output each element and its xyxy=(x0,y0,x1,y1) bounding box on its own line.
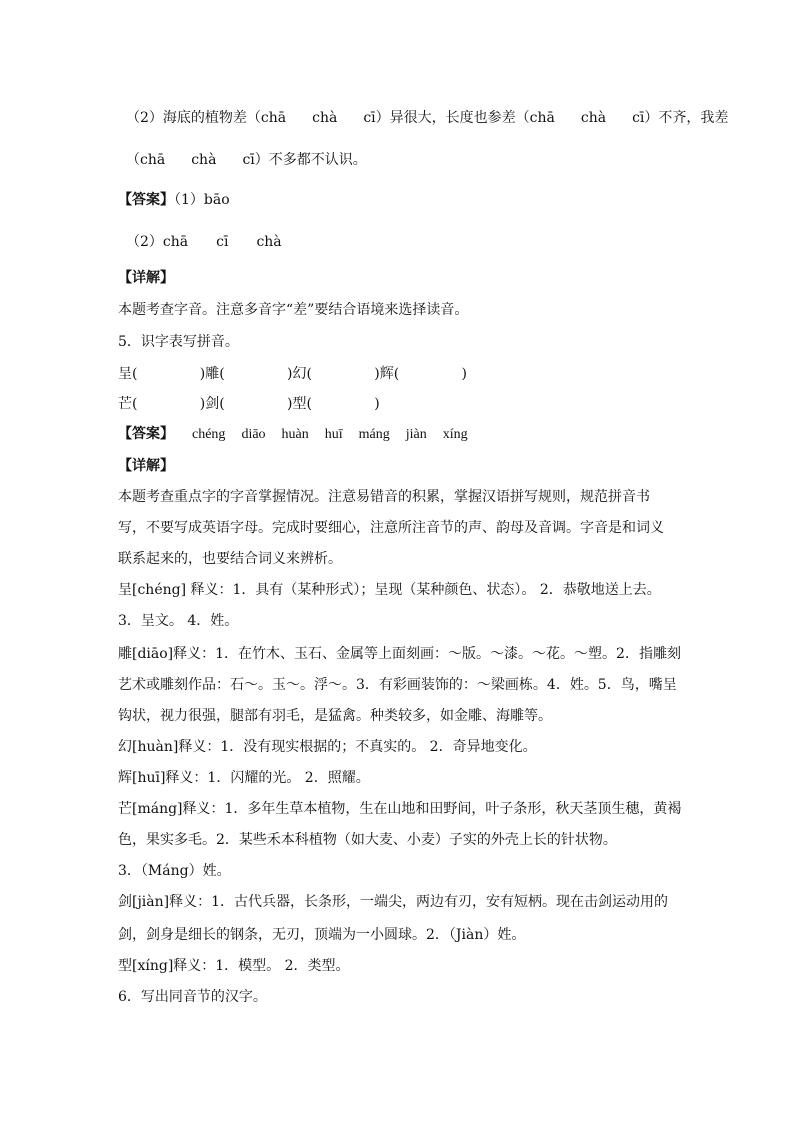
answer5-line: 【答案】 chéng diāo huàn huī máng jiàn xíng xyxy=(118,426,468,442)
detail5-line: 雕[diāo]释义：1．在竹木、玉石、金属等上面刻画：～版。～漆。～花。～塑。2．指雕刻 xyxy=(118,646,681,662)
detail5-line: 芒[máng]释义：1．多年生草本植物，生在山地和田野间，叶子条形，秋天茎顶生穗，黄褐 xyxy=(118,801,682,817)
detail5-line: 本题考查重点字的字音掌握情况。注意易错音的积累，掌握汉语拼写规则，规范拼音书 xyxy=(118,489,650,505)
detail4-text: 本题考查字音。注意多音字“差”要结合语境来选择读音。 xyxy=(118,302,469,318)
detail5-line: 联系起来的，也要结合词义来辨析。 xyxy=(118,551,342,567)
detail5-label: 【详解】 xyxy=(118,458,174,474)
q4-part2-line1: （2）海底的植物差（chā chà cī）异很大，长度也参差（chā chà cī）不齐，我差 xyxy=(126,110,729,126)
q5-row1: 呈( )雕( )幻( )辉( ) xyxy=(118,366,467,382)
detail5-line: 辉[huī]释义：1．闪耀的光。 2．照耀。 xyxy=(118,770,370,786)
detail4-label: 【详解】 xyxy=(118,270,174,286)
q5-row2: 芒( )剑( )型( ) xyxy=(118,396,380,412)
q4-part2-line2: （chā chà cī）不多都不认识。 xyxy=(126,152,367,168)
detail5-line: 3．（Máng）姓。 xyxy=(118,863,231,879)
detail5-line: 色，果实多毛。2．某些禾本科植物（如大麦、小麦）子实的外壳上长的针状物。 xyxy=(118,832,617,848)
detail5-line: 3．呈文。 4．姓。 xyxy=(118,613,239,629)
detail5-line: 型[xíng]释义：1．模型。 2．类型。 xyxy=(118,958,350,974)
q6-title: 6．写出同音节的汉字。 xyxy=(118,989,267,1005)
detail5-line: 幻[huàn]释义：1．没有现实根据的；不真实的。 2．奇异地变化。 xyxy=(118,739,537,755)
detail5-line: 剑，剑身是细长的钢条，无刃，顶端为一小圆球。2．（Jiàn）姓。 xyxy=(118,927,526,943)
answer-label: 【答案】 xyxy=(118,192,174,208)
q5-title: 5．识字表写拼音。 xyxy=(118,334,239,350)
detail5-line: 艺术或雕刻作品：石～。玉～。浮～。3．有彩画装饰的：～梁画栋。4．姓。5．鸟，嘴呈 xyxy=(118,677,677,693)
detail5-line: 呈[chéng] 释义：1．具有（某种形式）；呈现（某种颜色、状态）。 2．恭敬地送上去。 xyxy=(118,582,661,598)
detail5-line: 剑[jiàn]释义：1．古代兵器，长条形，一端尖，两边有刃，安有短柄。现在击剑运动用的 xyxy=(118,894,669,910)
answer4-line2: （2）chā cī chà xyxy=(126,234,282,250)
answer4-line1: 【答案】（1）bāo xyxy=(118,192,230,208)
answer-label: 【答案】 xyxy=(118,426,174,442)
detail5-line: 写，不要写成英语字母。完成时要细心，注意所注音节的声、韵母及音调。字音是和词义 xyxy=(118,520,664,536)
detail5-line: 钩状，视力很强，腿部有羽毛，是猛禽。种类较多，如金雕、海雕等。 xyxy=(118,708,552,724)
